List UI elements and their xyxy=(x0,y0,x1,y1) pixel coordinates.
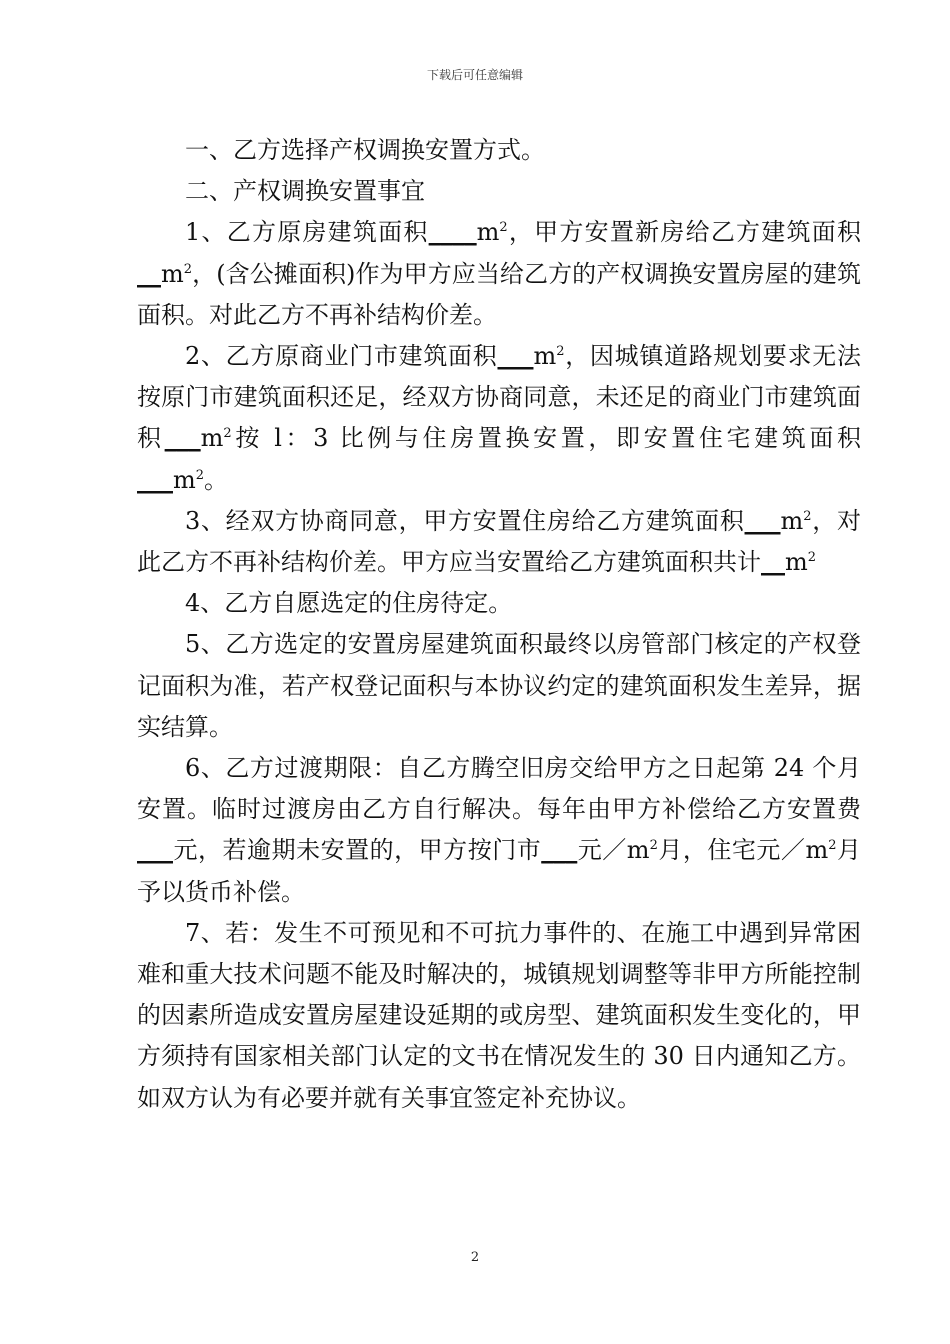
fill-blank: ___ xyxy=(541,836,578,865)
text-run: 元／m xyxy=(577,836,650,865)
text-run: m xyxy=(161,259,184,288)
text-run: m xyxy=(533,342,557,371)
text-run: m xyxy=(785,548,808,577)
page-number: 2 xyxy=(470,1250,480,1265)
superscript: 2 xyxy=(183,261,193,277)
text-run: 。 xyxy=(204,465,229,494)
text-run: 月予以货币补偿。 xyxy=(137,836,862,906)
text-run: 6、乙方过渡期限：自乙方腾空旧房交给甲方之日起第 24 个月安置。临时过渡房由乙方自行解决。每年由甲方补偿给乙方安置费 xyxy=(137,754,861,824)
text-run: 元，若逾期未安置的，甲方按门市 xyxy=(173,836,542,865)
paragraph-3 xyxy=(137,212,861,336)
superscript: 2 xyxy=(803,508,812,524)
fill-blank: ____ xyxy=(428,218,477,247)
fill-blank: ___ xyxy=(137,836,173,865)
superscript: 2 xyxy=(195,467,205,483)
text-run: 2、乙方原商业门市建筑面积 xyxy=(185,342,498,371)
text-run: 1、乙方原房建筑面积 xyxy=(185,218,429,247)
text-run: ，因城镇道路规划要求无法按原门市建筑面积还足，经双方协商同意，未还足的商业门市建筑面积 xyxy=(137,342,861,453)
text-run: ，对此乙方不再补结构价差。甲方应当安置给乙方建筑面积共计 xyxy=(137,506,861,577)
paragraph-2: 二、产权调换安置事宜 xyxy=(185,177,425,206)
paragraph-1: 一、乙方选择产权调换安置方式。 xyxy=(185,136,545,164)
fill-blank: __ xyxy=(137,259,161,288)
document-body xyxy=(137,130,861,1119)
superscript: 2 xyxy=(223,426,232,442)
fill-blank: ___ xyxy=(744,506,781,535)
superscript: 2 xyxy=(828,838,837,854)
text-run: m xyxy=(173,465,196,494)
fill-blank: ___ xyxy=(164,424,201,453)
page-header: 下载后可任意编辑 xyxy=(426,68,523,82)
paragraph-9: 7、若：发生不可预见和不可抗力事件的、在施工中遇到异常困难和重大技术问题不能及时解决的，城镇规划调整等非甲方所能控制的因素所造成安置房屋建设延期的或房型、建筑面积发生变化的，甲方须持有国家相关部门认定的文书在情况发生的 30 日内通知乙方。如双方认为有必要并就有关事宜签定补充协议。 xyxy=(137,918,861,1112)
paragraph-5 xyxy=(137,501,861,583)
text-run: m xyxy=(476,218,500,247)
fill-blank: __ xyxy=(761,548,785,577)
text-run: ，甲方安置新房给乙方建筑面积 xyxy=(507,218,861,247)
paragraph-4 xyxy=(137,336,861,501)
text-run: ，(含公摊面积)作为甲方应当给乙方的产权调换安置房屋的建筑面积。对此乙方不再补结构价差。 xyxy=(137,259,861,329)
superscript: 2 xyxy=(649,838,658,854)
text-run: m xyxy=(200,424,224,453)
paragraph-8 xyxy=(137,748,861,913)
text-run: m xyxy=(780,506,804,535)
superscript: 2 xyxy=(556,344,565,360)
superscript: 2 xyxy=(499,220,508,236)
text-run: 月，住宅元／m xyxy=(657,836,829,865)
fill-blank: ___ xyxy=(497,342,534,371)
paragraph-6: 4、乙方自愿选定的住房待定。 xyxy=(185,589,513,618)
superscript: 2 xyxy=(807,550,817,566)
text-run: 3、经双方协商同意，甲方安置住房给乙方建筑面积 xyxy=(185,506,745,535)
paragraph-7: 5、乙方选定的安置房屋建筑面积最终以房管部门核定的产权登记面积为准，若产权登记面积与本协议约定的建筑面积发生差异，据实结算。 xyxy=(137,630,861,741)
text-run: 按 l：3 比例与住房置换安置，即安置住宅建筑面积 xyxy=(231,424,862,453)
fill-blank: ___ xyxy=(137,465,173,494)
